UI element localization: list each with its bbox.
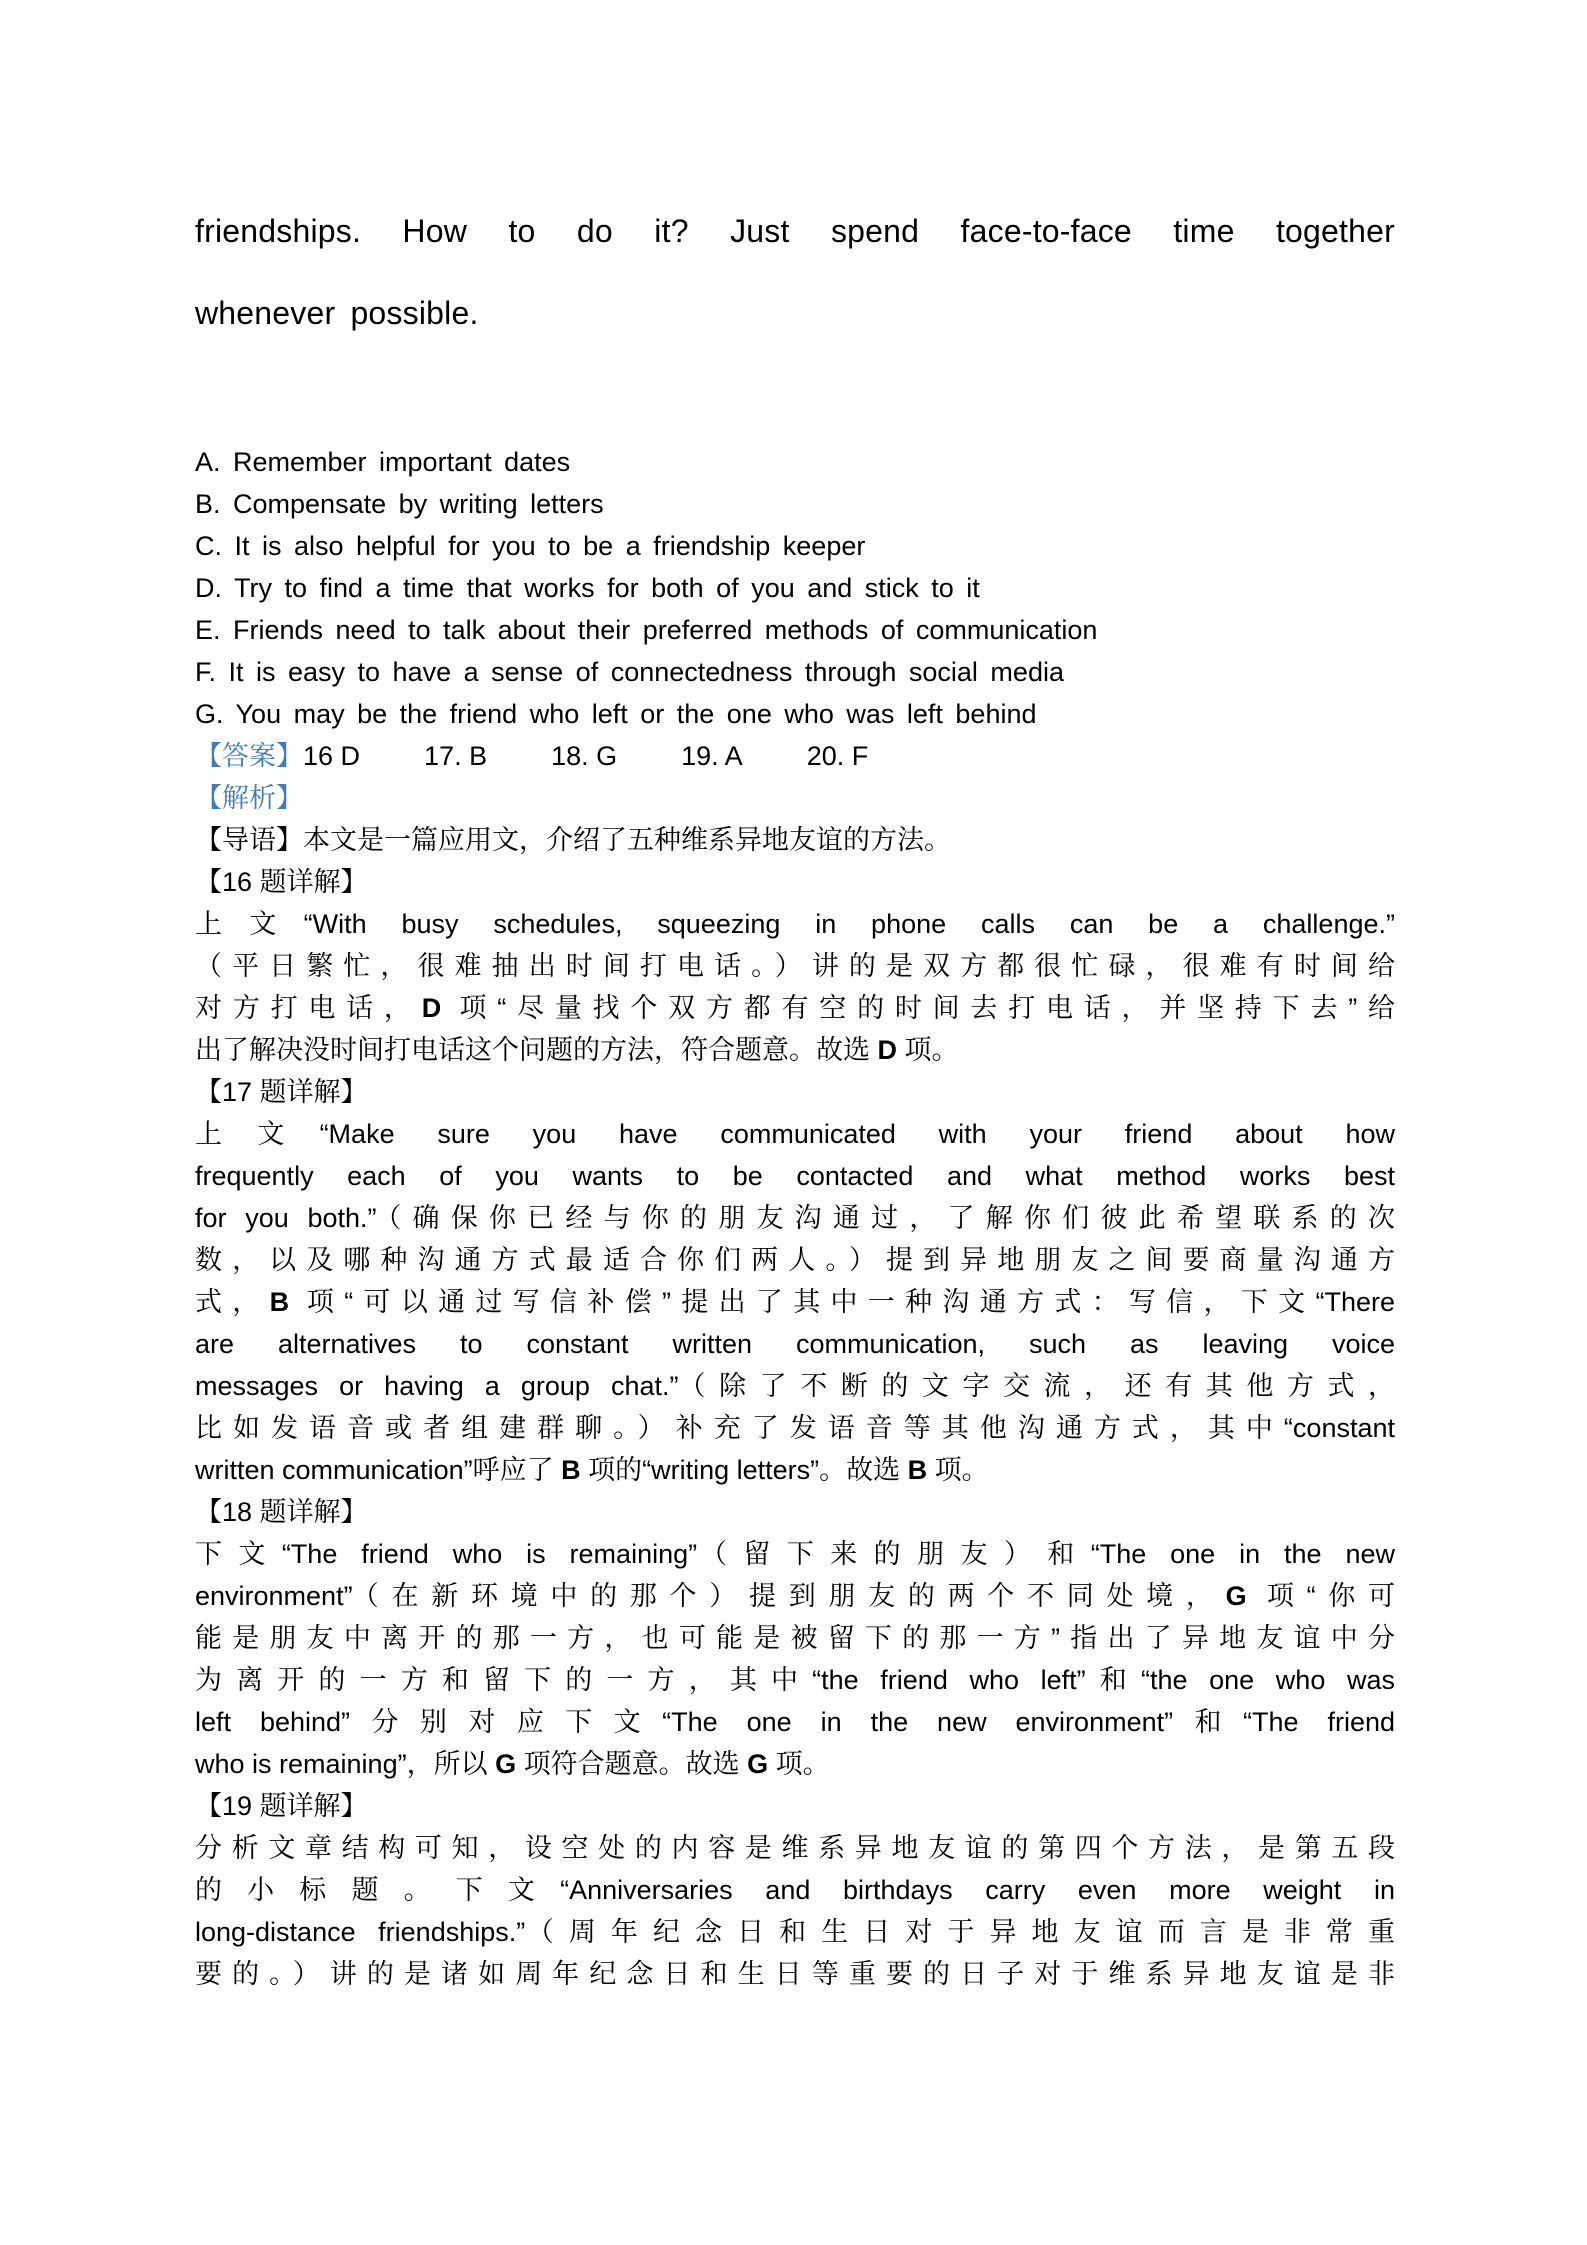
options-list (195, 441, 1395, 735)
detail-heading (195, 861, 1395, 903)
detail-line (195, 945, 1395, 987)
text-run: left behind”分别对应下文“The one in the new environment”和“The friend (195, 1707, 1395, 1737)
text-run: 【19 题详解】 (195, 1791, 368, 1821)
detail-heading (195, 1491, 1395, 1533)
text-run: 【18 题详解】 (195, 1497, 368, 1527)
text-run: long-distance friendships.”（周年纪念日和生日对于异地友谊而言是非常重 (195, 1917, 1395, 1947)
lead-line (195, 819, 1395, 861)
lead-tag: 【导语】 (195, 825, 303, 855)
bold-option-letter: B (907, 1455, 928, 1485)
bold-option-letter: G (1225, 1581, 1247, 1611)
detail-line (195, 1743, 1395, 1785)
text-run: 项。 (768, 1749, 830, 1779)
text-run: 为离开的一方和留下的一方，其中“the friend who left”和“the one who was (195, 1665, 1395, 1695)
detail-line (195, 1533, 1395, 1575)
bold-option-letter: B (269, 1287, 290, 1317)
detail-line (195, 1365, 1395, 1407)
lead-text: 本文是一篇应用文，介绍了五种维系异地友谊的方法。 (303, 825, 951, 855)
text-run: E. Friends need to talk about their preferred methods of communication (195, 615, 1098, 645)
option-item (195, 693, 1395, 735)
detail-line (195, 1869, 1395, 1911)
detail-line (195, 1197, 1395, 1239)
detail-line (195, 1449, 1395, 1491)
detail-line (195, 1617, 1395, 1659)
text-run: 项符合题意。故选 (516, 1749, 748, 1779)
detail-line (195, 1407, 1395, 1449)
text-run: messages or having a group chat.”（除了不断的文字交流，还有其他方式， (195, 1371, 1395, 1401)
analysis-tag-line: 【解析】 (195, 783, 303, 813)
detail-section (195, 861, 1395, 1071)
page-content (195, 190, 1395, 1995)
text-run: who is remaining”，所以 (195, 1749, 496, 1779)
option-item (195, 441, 1395, 483)
text-run: 分析文章结构可知，设空处的内容是维系异地友谊的第四个方法，是第五段 (195, 1833, 1395, 1863)
text-run: for you both.”（确保你已经与你的朋友沟通过，了解你们彼此希望联系的次 (195, 1203, 1395, 1233)
text-run: D. Try to find a time that works for both of you and stick to it (195, 573, 980, 603)
detail-section (195, 1491, 1395, 1785)
text-run: friendships. How to do it? Just spend face-to-face time together (195, 213, 1395, 249)
details-sections (195, 861, 1395, 1995)
detail-line (195, 1953, 1395, 1995)
detail-heading (195, 1785, 1395, 1827)
text-run: B. Compensate by writing letters (195, 489, 604, 519)
bold-option-letter: G (495, 1749, 517, 1779)
text-run: 下文“The friend who is remaining”（留下来的朋友）和“The one in the new (195, 1539, 1395, 1569)
answer-tag: 【答案】 (195, 741, 303, 771)
option-item (195, 567, 1395, 609)
answer-item: 18. G (551, 741, 618, 771)
detail-line (195, 987, 1395, 1029)
detail-line (195, 1029, 1395, 1071)
text-run: 项的“writing letters”。故选 (580, 1455, 908, 1485)
option-item (195, 651, 1395, 693)
text-run: F. It is easy to have a sense of connectedness through social media (195, 657, 1064, 687)
detail-line (195, 1701, 1395, 1743)
text-run: 的小标题。下文“Anniversaries and birthdays carry even more weight in (195, 1875, 1395, 1905)
passage-line (195, 190, 1395, 272)
bold-option-letter: B (561, 1455, 581, 1485)
answer-item: 16 D (303, 741, 361, 771)
text-run: 要的。）讲的是诸如周年纪念日和生日等重要的日子对于维系异地友谊是非 (195, 1959, 1395, 1989)
passage-intro-paragraph (195, 190, 1395, 354)
text-run: frequently each of you wants to be contacted and what method works best (195, 1161, 1395, 1191)
text-run: environment”（在新环境中的那个）提到朋友的两个不同处境， (195, 1581, 1226, 1611)
text-run: 项“你可 (1246, 1581, 1395, 1611)
text-run: 上文“With busy schedules, squeezing in phone calls can be a challenge.” (195, 909, 1395, 939)
detail-line (195, 1155, 1395, 1197)
text-run: C. It is also helpful for you to be a friendship keeper (195, 531, 866, 561)
text-run: 上文“Make sure you have communicated with your friend about how (195, 1119, 1395, 1149)
detail-line (195, 1575, 1395, 1617)
text-run: 式， (195, 1287, 270, 1317)
text-run: 对方打电话， (195, 993, 422, 1023)
text-run: （平日繁忙，很难抽出时间打电话。）讲的是双方都很忙碌，很难有时间给 (195, 951, 1395, 981)
answer-item: 19. A (681, 741, 743, 771)
option-item (195, 609, 1395, 651)
detail-section (195, 1071, 1395, 1491)
detail-line (195, 1659, 1395, 1701)
option-item (195, 483, 1395, 525)
detail-line (195, 1239, 1395, 1281)
detail-line (195, 1323, 1395, 1365)
answer-row (195, 735, 1395, 777)
text-run: 能是朋友中离开的那一方，也可能是被留下的那一方”指出了异地友谊中分 (195, 1623, 1395, 1653)
detail-line (195, 1827, 1395, 1869)
detail-line (195, 1911, 1395, 1953)
text-run: A. Remember important dates (195, 447, 571, 477)
answer-values (303, 741, 868, 771)
text-run: 【16 题详解】 (195, 867, 368, 897)
answer-item: 20. F (806, 741, 869, 771)
detail-line (195, 1281, 1395, 1323)
detail-line (195, 903, 1395, 945)
passage-line (195, 272, 1395, 354)
bold-option-letter: D (877, 1035, 898, 1065)
text-run: 比如发语音或者组建群聊。）补充了发语音等其他沟通方式，其中“constant (195, 1413, 1395, 1443)
text-run: 项。 (927, 1455, 989, 1485)
bold-option-letter: G (747, 1749, 769, 1779)
text-run: are alternatives to constant written communication, such as leaving voice (195, 1329, 1395, 1359)
option-item (195, 525, 1395, 567)
text-run: G. You may be the friend who left or the one who was left behind (195, 699, 1037, 729)
text-run: whenever possible. (195, 295, 479, 331)
answer-item: 17. B (424, 741, 488, 771)
text-run: written communication”呼应了 (195, 1455, 562, 1485)
text-run: 出了解决没时间打电话这个问题的方法，符合题意。故选 (195, 1035, 878, 1065)
text-run: 项。 (897, 1035, 959, 1065)
bold-option-letter: D (421, 993, 442, 1023)
detail-line (195, 1113, 1395, 1155)
text-run: 项“尽量找个双方都有空的时间去打电话，并坚持下去”给 (441, 993, 1396, 1023)
detail-section (195, 1785, 1395, 1995)
text-run: 数，以及哪种沟通方式最适合你们两人。）提到异地朋友之间要商量沟通方 (195, 1245, 1395, 1275)
detail-heading (195, 1071, 1395, 1113)
text-run: 项“可以通过写信补偿”提出了其中一种沟通方式：写信，下文“There (289, 1287, 1396, 1317)
text-run: 【17 题详解】 (195, 1077, 368, 1107)
